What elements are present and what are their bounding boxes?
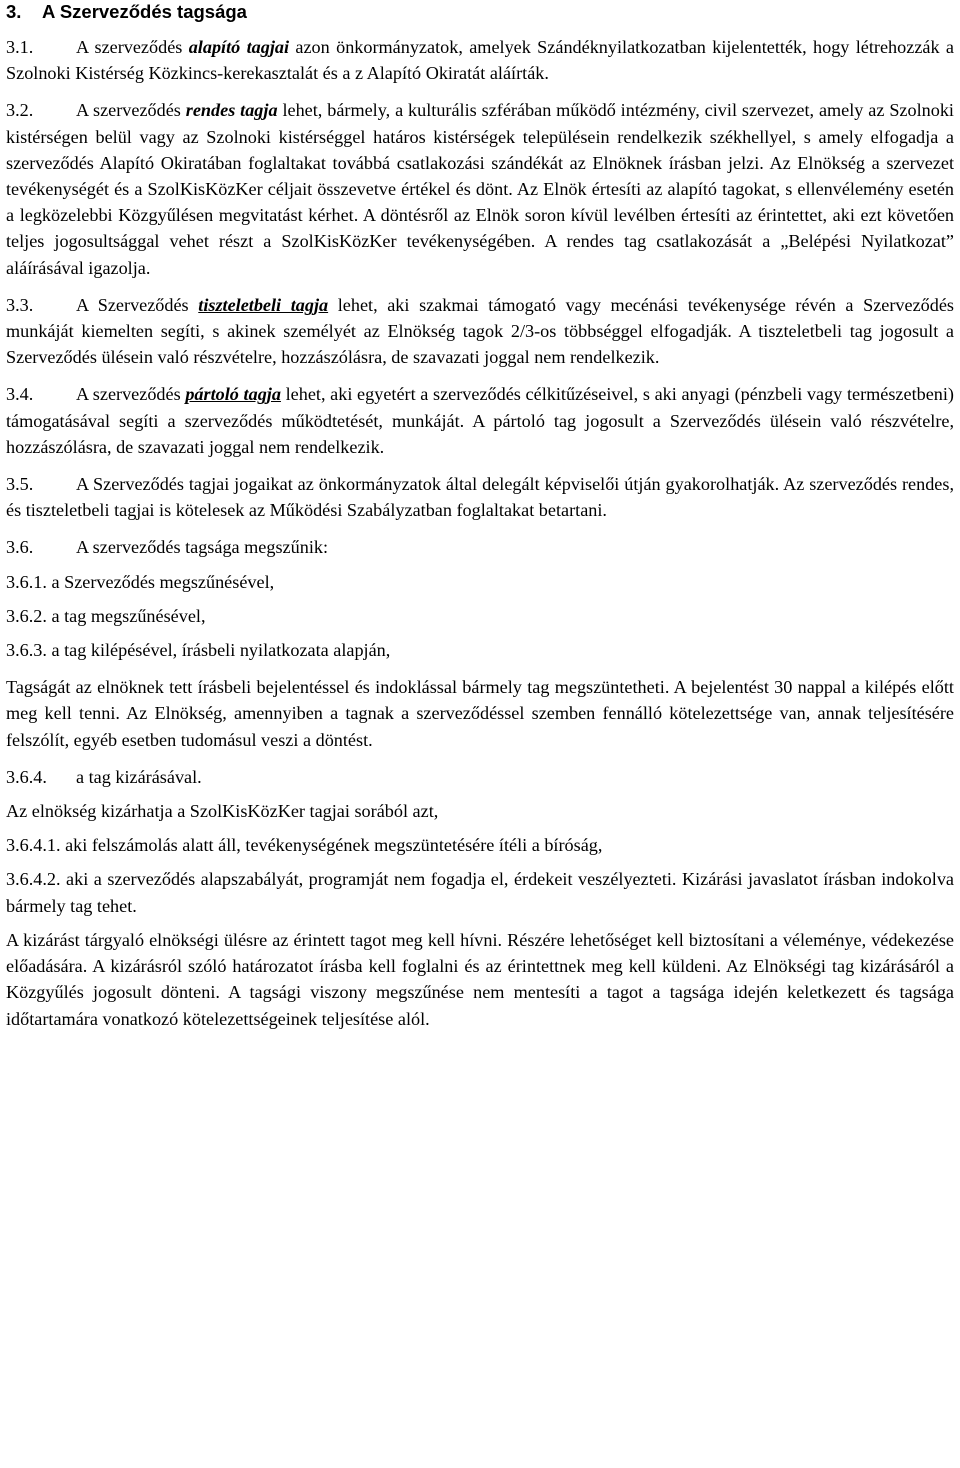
paragraph-text: A Szerveződés tagjai jogaikat az önkormányzatok által delegált képviselői útján gyakorolhatják. Az szerveződés rendes, és tiszteletbeli tagjai is kötelesek az Működési Szabályzatban foglaltakat betartani. [6,474,954,521]
paragraph-text: a tag kizárásával. [76,766,202,787]
paragraph-number: 3.2. [6,100,34,121]
paragraph-text: A Szerveződés [76,294,199,315]
paragraph-3-6 [6,534,954,560]
paragraph-text: A szerveződés [76,384,186,405]
heading-number: 3. [6,1,22,22]
heading-title: A Szerveződés tagsága [42,1,247,22]
paragraph-withdrawal: Tagságát az elnöknek tett írásbeli bejelentéssel és indoklással bármely tag megszüntetheti. A bejelentést 30 nappal a kilépés előtt meg kell tenni. Az Elnökség, amennyiben a tagnak a szerveződéssel szemben fennálló kötelezettsége van, annak teljesítésére felszólít, egyéb esetben tudomásul veszi a döntést. [6,677,954,750]
paragraph-text: A szerveződés tagsága megszűnik: [76,537,329,558]
paragraph-number: 3.4. [6,384,34,405]
paragraph-3-1 [6,34,954,86]
paragraph-number: 3.1. [6,37,34,57]
term-supporting-member: pártoló tagja [185,384,281,405]
item-3-6-2: 3.6.2. a tag megszűnésével, [6,605,206,626]
paragraph-text: A szerveződés [76,100,186,121]
paragraph-3-5 [6,471,954,523]
paragraph-number: 3.6.4. [6,766,47,787]
paragraph-text: lehet, aki szakmai támogató vagy mecénási tevékenysége révén a Szerveződés munkáját kiemelten segíti, s akinek személyét az Elnökség tagok 2/3-os többséggel elfogadják. A tiszteletbeli tag jogosult a Szerveződés ülésein való részvételre, hozzászólásra, de szavazati joggal nem rendelkezik. [6,294,954,368]
paragraph-exclusion-procedure: A kizárást tárgyaló elnökségi ülésre az érintett tagot meg kell hívni. Részére lehetőséget kell biztosítani a véleménye, védekezése előadására. A kizárásról szóló határozatot írásba kell foglalni és az érintettnek meg kell küldeni. Az Elnökségi tag kizárásáról a Közgyűlés jogosult dönteni. A tagsági viszony megszűnése nem mentesíti a tagot a tagsága idején keletkezett és tagsága időtartamára vonatkozó kötelezettségeinek teljesítése alól. [6,929,954,1029]
paragraph-text: azon önkormányzatok, amelyek Szándéknyilatkozatban kijelentették, hogy létrehozzák a Szolnoki Kistérség Közkincs-kerekasztalát és a z Alapító Okiratát aláírták. [6,37,954,84]
item-3-6-4-2: 3.6.4.2. aki a szerveződés alapszabályát, programját nem fogadja el, érdekeit veszélyezteti. Kizárási javaslatot írásban indokolva bármely tag tehet. [6,869,954,916]
paragraph-3-2 [6,97,954,280]
paragraph-text: lehet, aki egyetért a szerveződés célkitűzéseivel, s aki anyagi (pénzbeli vagy természetbeni) támogatásával segíti a szerveződés működtetését, munkáját. A pártoló tag jogosult a Szerveződés ülésein való részvételre, hozzászólásra, de szavazati joggal nem rendelkezik. [6,384,954,457]
paragraph-3-4 [6,381,954,460]
paragraph-text: A szerveződés [76,37,189,57]
paragraph-number: 3.6. [6,537,34,558]
item-3-6-3: 3.6.3. a tag kilépésével, írásbeli nyilatkozata alapján, [6,640,391,661]
paragraph-exclusion-intro: Az elnökség kizárhatja a SzolKisKözKer tagjai sorából azt, [6,801,439,822]
paragraph-3-3 [6,292,954,371]
term-regular-member: rendes tagja [185,100,278,121]
section-heading [6,0,954,24]
item-3-6-4 [6,764,954,790]
item-3-6-4-1: 3.6.4.1. aki felszámolás alatt áll, tevékenységének megszüntetésére ítéli a bíróság, [6,835,603,856]
term-honorary-member: tiszteletbeli tagja [198,294,329,315]
paragraph-text: lehet, bármely, a kulturális szférában működő intézmény, civil szervezet, amely az Szolnoki kistérségen belül vagy az Szolnoki kistérséggel határos kistérségek településein rendelkezik székhellyel, s amely elfogadja a szerveződés Alapító Okiratában foglaltakat továbbá csatlakozási szándékát az Elnöknek írásban jelzi. Az Elnökség a szervezet tevékenységét és a SzolKisKözKer céljait összevetve értékel és dönt. Az Elnök értesíti az alapító tagokat, s ellenvélemény esetén a legközelebbi Közgyűlésen megvitatást kérhet. A döntésről az Elnök soron kívül levélben értesíti az érintettet, aki ezt követően teljes jogosultsággal vehet részt a SzolKisKözKer tevékenységében. A rendes tag csatlakozását a „Belépési Nyilatkozat” aláírásával igazolja. [6,100,954,278]
paragraph-number: 3.5. [6,474,34,495]
item-3-6-1: 3.6.1. a Szerveződés megszűnésével, [6,571,275,592]
paragraph-number: 3.3. [6,294,34,315]
term-founding-members: alapító tagjai [188,37,290,57]
